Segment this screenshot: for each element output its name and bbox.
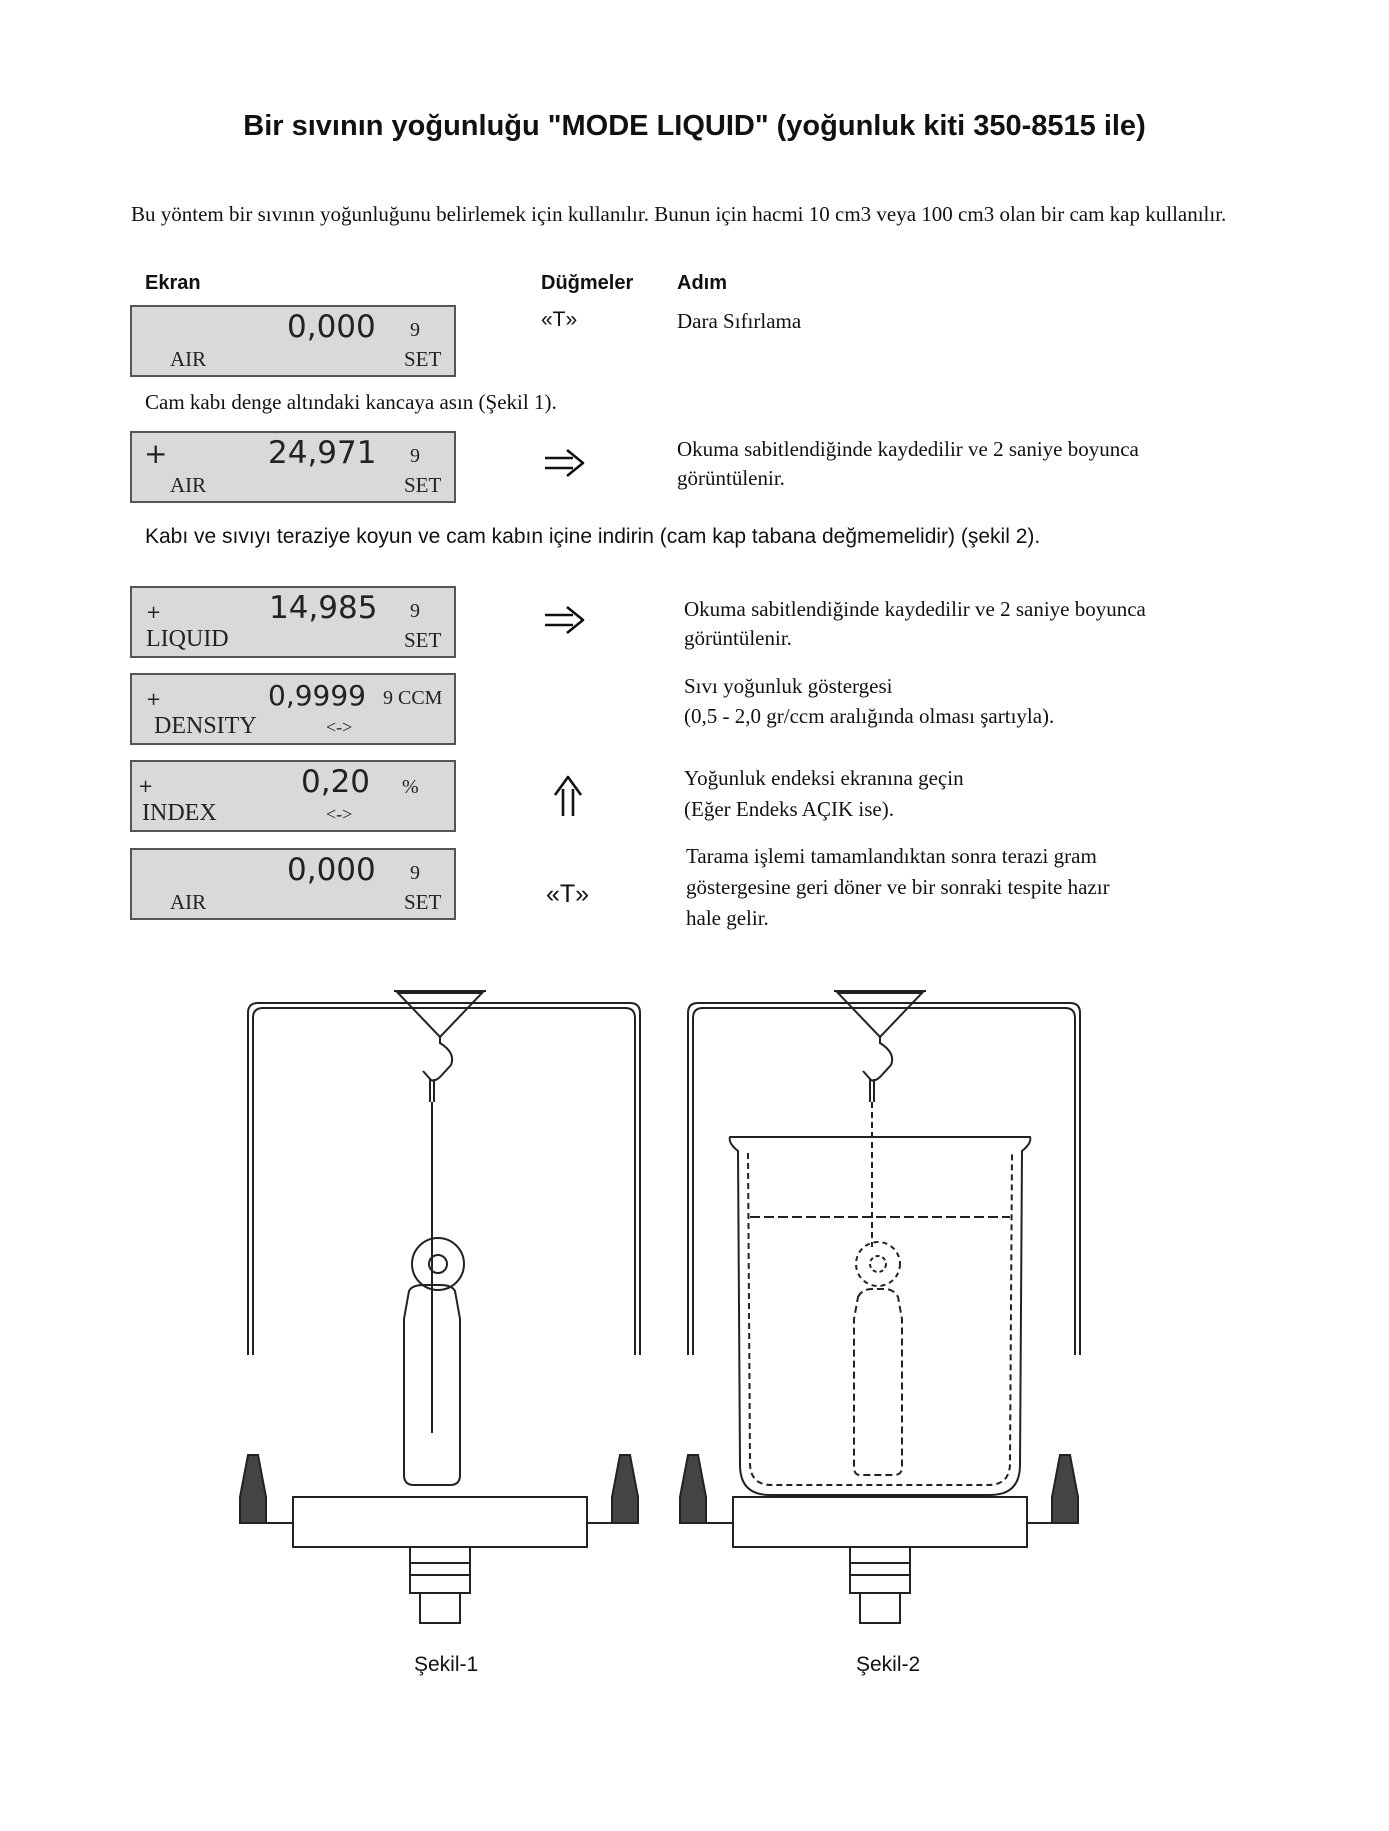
lcd-right-label: SET: [404, 890, 442, 914]
page-title: Bir sıvının yoğunluğu "MODE LIQUID" (yoğunluk kiti 350-8515 ile): [243, 110, 1146, 142]
lcd-right-label: SET: [404, 473, 442, 497]
lcd-unit: 9 CCM: [383, 687, 443, 709]
intro-paragraph: Bu yöntem bir sıvının yoğunluğunu belirlemek için kullanılır. Bunun için hacmi 10 cm3 veya 100 cm3 olan bir cam kap kullanılır.: [131, 202, 1227, 226]
lcd-mode-label: LIQUID: [146, 626, 229, 652]
lcd-right-label: SET: [404, 347, 442, 371]
step-text-line-2: (0,5 - 2,0 gr/ccm aralığında olması şartıyla).: [684, 704, 1055, 728]
step-text-line-3: hale gelir.: [686, 906, 769, 930]
lcd-unit: %: [402, 776, 419, 798]
lcd-value: 24,971: [268, 435, 377, 471]
header-step: Adım: [677, 272, 727, 294]
header-keys: Düğmeler: [541, 272, 634, 294]
lcd-mode-label: AIR: [170, 473, 207, 497]
lcd-sign: +: [138, 776, 154, 797]
lcd-unit: 9: [410, 600, 420, 622]
step-text-line-2: göstergesine geri döner ve bir sonraki tespite hazır: [686, 875, 1110, 899]
instruction-note-2: Kabı ve sıvıyı teraziye koyun ve cam kabın içine indirin (cam kap tabana değmemelidir) (şekil 2).: [145, 525, 1041, 548]
step-text-line-1: Sıvı yoğunluk göstergesi: [684, 674, 893, 698]
lcd-display-tare: [130, 305, 456, 377]
figure-2-caption: Şekil-2: [856, 1653, 921, 1676]
tare-key: «T»: [541, 308, 578, 331]
header-screen: Ekran: [145, 272, 201, 294]
step-text-line-1: Tarama işlemi tamamlandıktan sonra terazi gram: [686, 844, 1097, 868]
instruction-note-1: Cam kabı denge altındaki kancaya asın (Şekil 1).: [145, 390, 557, 414]
figure-2-submerged-glass: [670, 985, 1090, 1635]
lcd-arrows: <->: [326, 717, 353, 737]
double-arrow-right-icon: [543, 604, 587, 636]
lcd-arrows: <->: [326, 804, 353, 824]
step-text-line-2: (Eğer Endeks AÇIK ise).: [684, 797, 894, 821]
double-arrow-up-icon: [552, 773, 584, 819]
lcd-mode-label: DENSITY: [154, 713, 257, 739]
lcd-value: 0,000: [287, 852, 376, 888]
lcd-mode-label: INDEX: [142, 800, 217, 826]
lcd-display-index: [130, 760, 456, 832]
lcd-display-air-weight: [130, 431, 456, 503]
lcd-right-label: SET: [404, 628, 442, 652]
figure-1-hanging-glass: [230, 985, 650, 1635]
double-arrow-right-icon: [543, 447, 587, 479]
lcd-unit: 9: [410, 445, 420, 467]
lcd-sign: +: [144, 437, 168, 470]
lcd-unit: 9: [410, 862, 420, 884]
step-text-line-1: Yoğunluk endeksi ekranına geçin: [684, 766, 964, 790]
lcd-mode-label: AIR: [170, 347, 207, 371]
lcd-display-liquid-weight: [130, 586, 456, 658]
lcd-display-density: [130, 673, 456, 745]
lcd-display-return: [130, 848, 456, 920]
lcd-value: 0,20: [301, 764, 371, 800]
lcd-value: 0,9999: [268, 679, 366, 712]
step-text: Okuma sabitlendiğinde kaydedilir ve 2 saniye boyunca görüntülenir.: [684, 597, 1146, 650]
lcd-value: 0,000: [287, 309, 376, 345]
lcd-sign: +: [146, 602, 162, 623]
tare-key: «T»: [546, 880, 590, 908]
step-text: Okuma sabitlendiğinde kaydedilir ve 2 saniye boyunca görüntülenir.: [677, 437, 1139, 490]
lcd-mode-label: AIR: [170, 890, 207, 914]
lcd-value: 14,985: [269, 590, 378, 626]
step-text: Dara Sıfırlama: [677, 309, 802, 333]
lcd-unit: 9: [410, 319, 420, 341]
lcd-sign: +: [146, 689, 162, 710]
figure-1-caption: Şekil-1: [414, 1653, 479, 1676]
